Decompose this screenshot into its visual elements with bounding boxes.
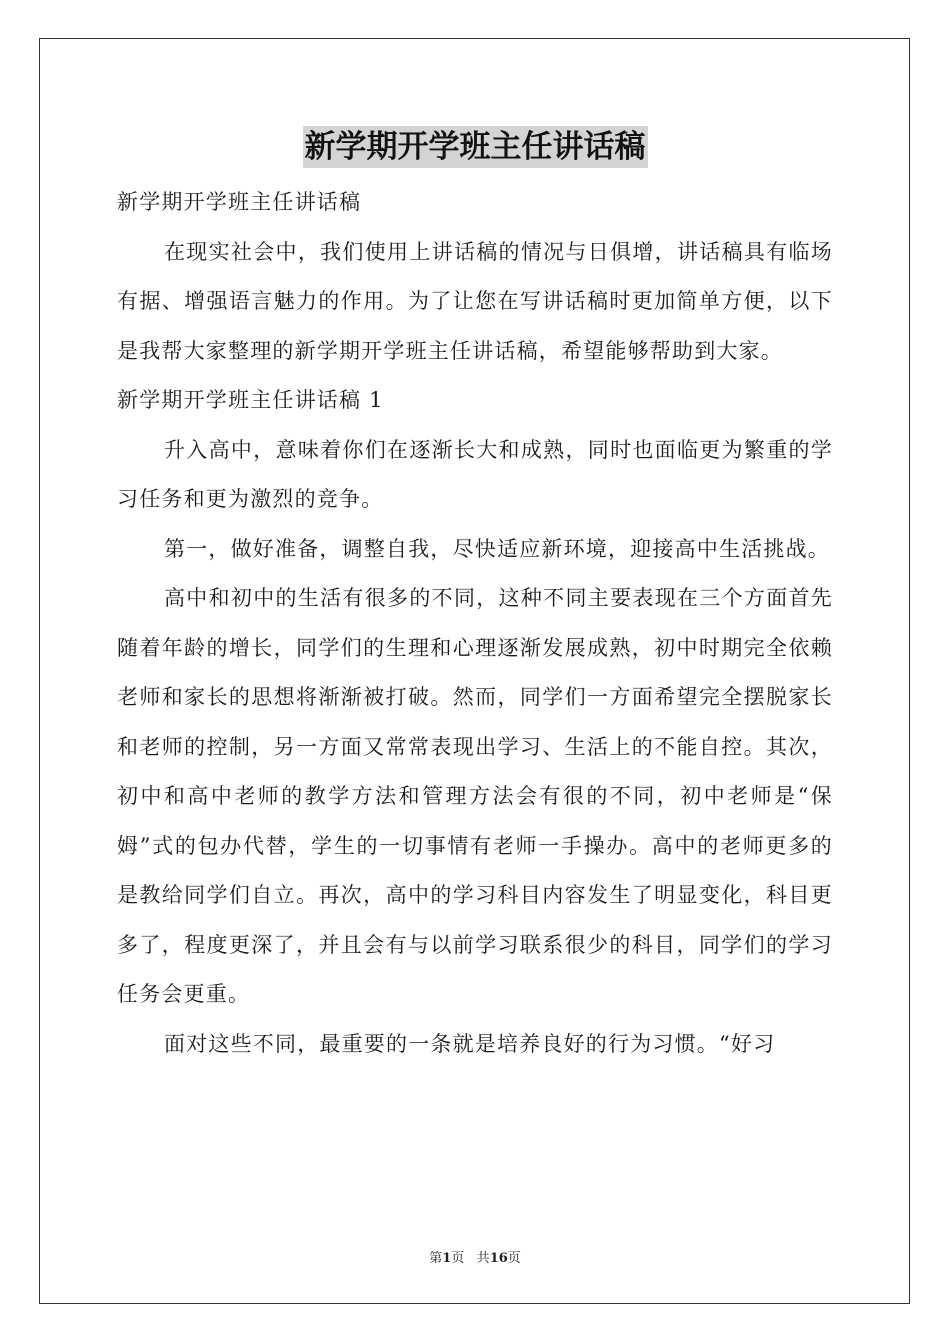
footer-prefix: 第 bbox=[429, 1251, 443, 1266]
page-footer bbox=[0, 1247, 950, 1266]
footer-total-prefix: 共 bbox=[476, 1251, 490, 1266]
section-heading: 新学期开学班主任讲话稿 1 bbox=[117, 388, 384, 412]
current-page-number: 1 bbox=[442, 1251, 452, 1266]
body-paragraph: 第一，做好准备，调整自我，尽快适应新环境，迎接高中生活挑战。 bbox=[164, 536, 830, 561]
subtitle-line: 新学期开学班主任讲话稿 bbox=[117, 190, 362, 214]
intro-paragraph: 在现实社会中，我们使用上讲话稿的情况与日俱增，讲话稿具有临场有据、增强语言魅力的作用。为了让您在写讲话稿时更加简单方便，以下是我帮大家整理的新学期开学班主任讲话稿，希望能够帮助到大家。 bbox=[117, 239, 833, 363]
body-paragraph: 高中和初中的生活有很多的不同，这种不同主要表现在三个方面首先随着年龄的增长，同学们的生理和心理逐渐发展成熟，初中时期完全依赖老师和家长的思想将渐渐被打破。然而，同学们一方面希望完全摆脱家长和老师的控制，另一方面又常常表现出学习、生活上的不能自控。其次，初中和高中老师的教学方法和管理方法会有很的不同，初中老师是“保姆”式的包办代替，学生的一切事情有老师一手操办。高中的老师更多的是教给同学们自立。再次，高中的学习科目内容发生了明显变化，科目更多了，程度更深了，并且会有与以前学习联系很少的科目，同学们的学习任务会更重。 bbox=[117, 586, 833, 1006]
document-body bbox=[117, 178, 833, 1069]
body-paragraph: 面对这些不同，最重要的一条就是培养良好的行为习惯。“好习 bbox=[164, 1031, 776, 1056]
total-page-count: 16 bbox=[489, 1251, 508, 1266]
footer-total-suffix: 页 bbox=[507, 1251, 521, 1266]
document-title: 新学期开学班主任讲话稿 bbox=[303, 126, 648, 168]
footer-page-suffix: 页 bbox=[451, 1251, 465, 1266]
body-paragraph: 升入高中，意味着你们在逐渐长大和成熟，同时也面临更为繁重的学习任务和更为激烈的竞争。 bbox=[117, 437, 833, 511]
title-container bbox=[0, 126, 950, 168]
